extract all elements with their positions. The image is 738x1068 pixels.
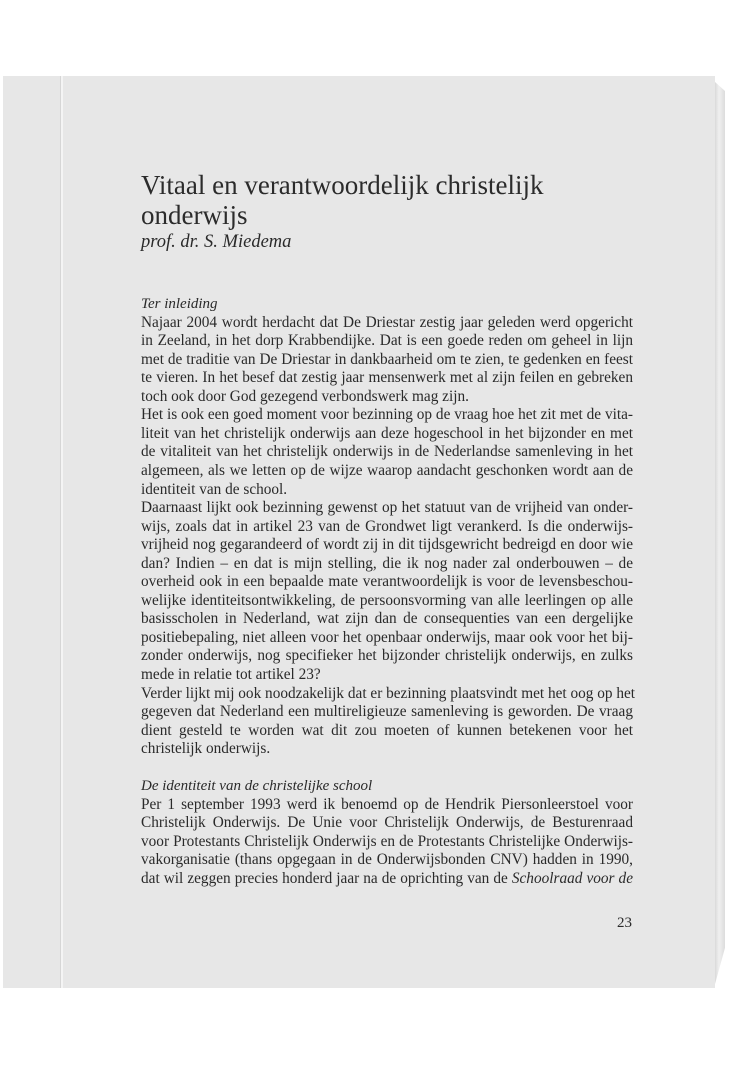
section-heading: De identiteit van de christelijke school [141,778,373,794]
text-line: Daarnaast lijkt ook bezinning gewenst op het statuut van de vrijheid van onder- [141,499,633,517]
italic-term: Schoolraad voor de [511,869,633,887]
article-author: prof. dr. S. Miedema [141,232,292,252]
section-heading: Ter inleiding [141,296,218,312]
text-line: algemeen, als we letten op de wijze waarop aandacht geschonken wordt aan de [141,461,633,479]
page-fold [60,76,63,988]
text-line: identiteit van de school. [141,480,288,498]
text-line: Het is ook een goed moment voor bezinning op de vraag hoe het zit met de vita- [141,406,633,424]
text-line: Najaar 2004 wordt herdacht dat De Driestar zestig jaar geleden werd opgericht [141,313,633,331]
article-title-line-2: onderwijs [141,200,248,230]
text-line: liteit van het christelijk onderwijs aan deze hogeschool in het bijzonder en met [141,424,633,442]
text-line: dan? Indien – en dat is mijn stelling, die ik nog nader zal onderbouwen – de [141,554,633,572]
text-line: Christelijk Onderwijs. De Unie voor Christelijk Onderwijs, de Besturenraad [141,814,633,832]
page-number: 23 [617,915,632,931]
text-line: te vieren. In het besef dat zestig jaar mensenwerk met al zijn feilen en gebreken [141,369,633,387]
text-line: vrijheid nog gegarandeerd of wordt zij in dit tijdsgewricht bedreigd en door wie [141,536,633,554]
text-line: dient gesteld te worden wat dit zou moeten of kunnen betekenen voor het [141,721,633,739]
text-line: overheid ook in een bepaalde mate verantwoordelijk is voor de levensbeschou- [141,573,633,591]
page-stack-edge [715,82,725,984]
text-line: Per 1 september 1993 werd ik benoemd op de Hendrik Piersonleerstoel voor [141,795,633,813]
text-line: welijke identiteitsontwikkeling, de persoonsvorming van alle leerlingen op alle [141,591,633,609]
text-line: wijs, zoals dat in artikel 23 van de Grondwet ligt verankerd. Is die onderwijs- [141,517,633,535]
text-line: gegeven dat Nederland een multireligieuze samenleving is geworden. De vraag [141,703,633,721]
text-line: met de traditie van De Driestar in dankbaarheid om te zien, te gedenken en feest [141,350,633,368]
text-line: mede in relatie tot artikel 23? [141,666,321,683]
text-line: Verder lijkt mij ook noodzakelijk dat er bezinning plaatsvindt met het oog op het [141,684,636,702]
text-line: vakorganisatie (thans opgegaan in de Onderwijsbonden CNV) hadden in 1990, [141,851,633,869]
text-line: christelijk onderwijs. [141,740,271,758]
text-line: voor Protestants Christelijk Onderwijs en de Protestants Christelijke Onderwijs- [141,832,633,850]
text-span: dat wil zeggen precies honderd jaar na de oprichting van de [141,869,508,887]
text-line: positiebepaling, niet alleen voor het openbaar onderwijs, maar ook voor het bij- [141,628,633,646]
text-line [141,870,633,889]
text-line: toch ook door God gezegend verbondswerk mag zijn. [141,387,469,405]
text-line: basisscholen in Nederland, wat zijn dan de consequenties van een dergelijke [141,610,633,628]
text-line: zonder onderwijs, nog specifieker het bijzonder christelijk onderwijs, en zulks [141,647,633,665]
text-line: in Zeeland, in het dorp Krabbendijke. Dat is een goede reden om geheel in lijn [141,332,633,350]
article-title-line-1: Vitaal en verantwoordelijk christelijk [141,170,544,200]
text-line: de vitaliteit van het christelijk onderwijs in de Nederlandse samenleving in het [141,443,633,461]
